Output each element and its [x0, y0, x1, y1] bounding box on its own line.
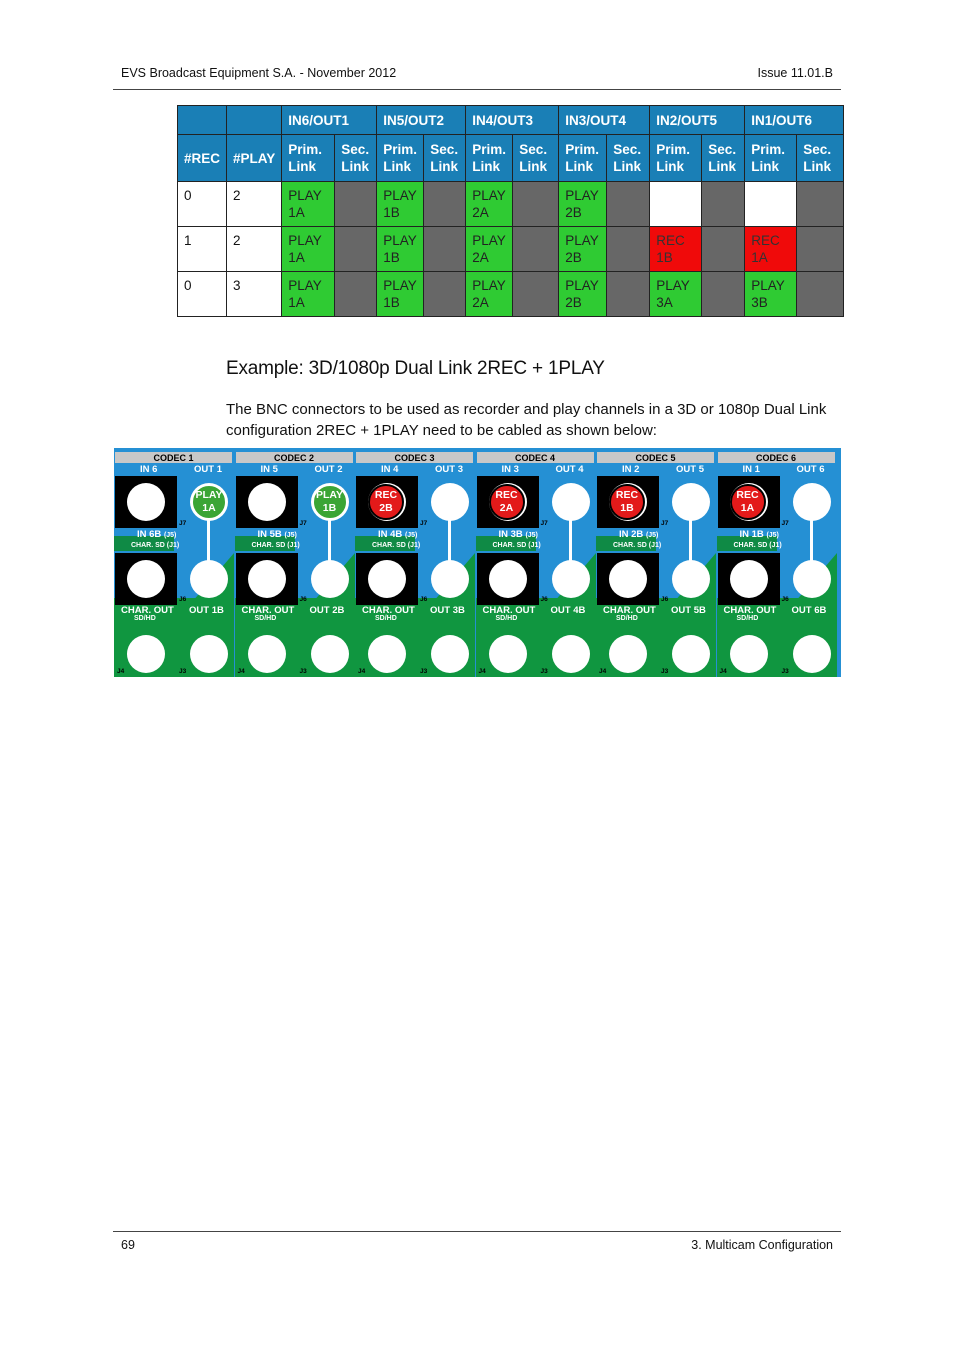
prim-link-cell: PLAY 1B [377, 182, 424, 227]
header-prim-link: Prim. Link [650, 135, 702, 182]
in-label: IN 6 [140, 464, 158, 475]
header-play: #PLAY [227, 135, 282, 182]
char-out-label: CHAR. OUT [482, 605, 536, 616]
sec-link-cell [424, 272, 466, 317]
char-sd-label: CHAR. SD (J1) [733, 542, 782, 549]
bnc-outb-connector [311, 560, 349, 598]
section-title: Example: 3D/1080p Dual Link 2REC + 1PLAY [226, 358, 605, 379]
jack-j3: J3 [299, 668, 307, 675]
header-sec-link: Sec. Link [702, 135, 745, 182]
link-line [328, 512, 331, 566]
out-label: OUT 3 [435, 464, 463, 475]
sec-link-cell [702, 272, 745, 317]
bnc-inb-connector [730, 560, 768, 598]
jack-j3: J3 [179, 668, 187, 675]
char-sd-label: CHAR. SD (J1) [613, 542, 662, 549]
prim-link-cell: PLAY 2B [559, 272, 607, 317]
sec-link-cell [335, 227, 377, 272]
bnc-char-out-connector [730, 635, 768, 673]
codec-4 [476, 448, 596, 677]
header-prim-link: Prim. Link [466, 135, 513, 182]
outb-label: OUT 4B [550, 605, 586, 616]
jack-j3: J3 [420, 668, 428, 675]
bnc-outb-connector [793, 560, 831, 598]
char-sd-label: CHAR. SD (J1) [251, 542, 300, 549]
bnc-inb-connector [368, 560, 406, 598]
header-cell-group: IN1/OUT6 [745, 106, 844, 135]
bnc-outb-connector [431, 560, 469, 598]
codec-title: CODEC 3 [356, 452, 473, 463]
table-header-row [178, 106, 844, 135]
section-body: The BNC connectors to be used as recorder and play channels in a 3D or 1080p Dual Link configuration 2REC + 1PLAY need to be cabled as shown below: [226, 401, 827, 439]
sec-link-cell [702, 182, 745, 227]
char-out-label: CHAR. OUT [241, 605, 295, 616]
codec-title: CODEC 1 [115, 452, 232, 463]
char-out-label: CHAR. OUT [723, 605, 777, 616]
rec-count: 1 [178, 227, 227, 272]
header-cell-group: IN6/OUT1 [282, 106, 377, 135]
rec-channel-badge: REC 2B [368, 484, 404, 520]
bnc-inb-connector [248, 560, 286, 598]
outb-label: OUT 3B [430, 605, 465, 616]
in-label: IN 4 [381, 464, 399, 475]
codec-2 [235, 448, 355, 677]
sec-link-cell [702, 227, 745, 272]
sec-link-cell [335, 182, 377, 227]
link-line [689, 512, 692, 566]
page-number: 69 [121, 1238, 135, 1252]
bnc-char-out-connector [248, 635, 286, 673]
header-cell-group: IN3/OUT4 [559, 106, 650, 135]
jack-j6: J6 [179, 596, 187, 603]
jack-j8: J8 [599, 520, 607, 527]
in-label: IN 2 [622, 464, 640, 475]
play-count: 2 [227, 182, 282, 227]
play-channel-badge: PLAY 1A [191, 484, 227, 520]
inb-label: IN 2B (J5) [619, 529, 659, 540]
out-label: OUT 2 [314, 464, 343, 475]
rec-count: 0 [178, 182, 227, 227]
header-prim-link: Prim. Link [282, 135, 335, 182]
bnc-outb-connector [672, 560, 710, 598]
prim-link-cell: PLAY 2A [466, 182, 513, 227]
prim-link-cell: PLAY 2B [559, 182, 607, 227]
jack-j4: J4 [117, 668, 125, 675]
prim-link-cell: PLAY 3A [650, 272, 702, 317]
prim-link-cell: PLAY 1A [282, 182, 335, 227]
header-prim-link: Prim. Link [377, 135, 424, 182]
bnc-out-connector-bottom [672, 635, 710, 673]
jack-j8: J8 [237, 520, 245, 527]
jack-j4: J4 [237, 668, 245, 675]
table-row [178, 182, 844, 227]
bnc-char-out-connector [368, 635, 406, 673]
prim-link-cell: PLAY 2A [466, 227, 513, 272]
bnc-outb-connector [552, 560, 590, 598]
header-sec-link: Sec. Link [424, 135, 466, 182]
inb-label: IN 4B (J5) [378, 529, 418, 540]
jack-j6: J6 [299, 596, 307, 603]
sdhd-label: SD/HD [495, 615, 518, 622]
bnc-char-out-connector [489, 635, 527, 673]
link-line [569, 512, 572, 566]
sec-link-cell [335, 272, 377, 317]
codec-title: CODEC 5 [597, 452, 714, 463]
sdhd-label: SD/HD [134, 615, 156, 622]
jack-j7: J7 [540, 520, 548, 527]
header-right: Issue 11.01.B [757, 66, 833, 80]
char-out-label: CHAR. OUT [362, 605, 415, 616]
rec-channel-badge: REC 2A [489, 484, 525, 520]
jack-j3: J3 [781, 668, 789, 675]
table-row [178, 227, 844, 272]
inb-label: IN 5B (J5) [257, 529, 297, 540]
sec-link-cell [424, 227, 466, 272]
rec-channel-badge: REC 1B [609, 484, 645, 520]
header-sec-link: Sec. Link [513, 135, 559, 182]
sec-link-cell [513, 227, 559, 272]
out-label: OUT 5 [676, 464, 704, 475]
bnc-connector-panel [114, 448, 841, 677]
jack-j8: J8 [117, 520, 125, 527]
header-cell-group: IN2/OUT5 [650, 106, 745, 135]
chapter-name: 3. Multicam Configuration [691, 1238, 833, 1252]
sec-link-cell [607, 227, 650, 272]
char-sd-label: CHAR. SD (J1) [131, 542, 180, 549]
jack-j7: J7 [661, 520, 669, 527]
header-sec-link: Sec. Link [797, 135, 844, 182]
inb-label: IN 6B (J5) [137, 529, 177, 540]
header-sec-link: Sec. Link [607, 135, 650, 182]
bnc-char-out-connector [609, 635, 647, 673]
bnc-out-connector-bottom [793, 635, 831, 673]
codec-6 [717, 448, 837, 677]
jack-j4: J4 [719, 668, 727, 675]
out-label: OUT 6 [796, 464, 825, 475]
jack-j3: J3 [661, 668, 669, 675]
out-label: OUT 1 [194, 464, 222, 475]
bnc-out-connector-bottom [431, 635, 469, 673]
jack-j7: J7 [420, 520, 428, 527]
jack-j7: J7 [299, 520, 307, 527]
prim-link-cell: PLAY 2A [466, 272, 513, 317]
prim-link-cell: PLAY 1B [377, 227, 424, 272]
sec-link-cell [513, 182, 559, 227]
header-prim-link: Prim. Link [745, 135, 797, 182]
header-rec: #REC [178, 135, 227, 182]
codec-title: CODEC 2 [236, 452, 353, 463]
char-sd-label: CHAR. SD (J1) [492, 542, 541, 549]
inb-label: IN 3B (J5) [498, 529, 538, 540]
jack-j8: J8 [358, 520, 366, 527]
sdhd-label: SD/HD [254, 615, 277, 622]
header-cell-empty [178, 106, 227, 135]
out-label: OUT 4 [555, 464, 584, 475]
table-row [178, 272, 844, 317]
in-label: IN 5 [260, 464, 278, 475]
jack-j8: J8 [719, 520, 727, 527]
sec-link-cell [797, 182, 844, 227]
header-cell-empty [227, 106, 282, 135]
char-sd-label: CHAR. SD (J1) [372, 542, 421, 549]
char-out-label: CHAR. OUT [121, 605, 174, 616]
jack-j6: J6 [661, 596, 669, 603]
outb-label: OUT 2B [309, 605, 345, 616]
jack-j3: J3 [540, 668, 548, 675]
play-channel-badge: PLAY 1B [312, 484, 348, 520]
sdhd-label: SD/HD [616, 615, 638, 622]
sec-link-cell [424, 182, 466, 227]
play-count: 2 [227, 227, 282, 272]
sec-link-cell [513, 272, 559, 317]
jack-j7: J7 [781, 520, 789, 527]
jack-j6: J6 [420, 596, 428, 603]
bnc-inb-connector [127, 560, 165, 598]
prim-link-cell: PLAY 3B [745, 272, 797, 317]
jack-j6: J6 [781, 596, 789, 603]
jack-j8: J8 [478, 520, 486, 527]
table-subheader-row [178, 135, 844, 182]
jack-j7: J7 [179, 520, 187, 527]
bnc-outb-connector [190, 560, 228, 598]
prim-link-cell: PLAY 1A [282, 227, 335, 272]
link-line [207, 512, 210, 566]
in-label: IN 3 [501, 464, 519, 475]
config-table [177, 105, 844, 317]
header-sec-link: Sec. Link [335, 135, 377, 182]
codec-3 [355, 448, 475, 677]
sec-link-cell [797, 227, 844, 272]
prim-link-cell: REC 1A [745, 227, 797, 272]
sec-link-cell [607, 272, 650, 317]
header-cell-group: IN4/OUT3 [466, 106, 559, 135]
in-label: IN 1 [742, 464, 760, 475]
prim-link-cell: PLAY 1A [282, 272, 335, 317]
sec-link-cell [607, 182, 650, 227]
prim-link-cell [745, 182, 797, 227]
bnc-out-connector-bottom [190, 635, 228, 673]
char-out-label: CHAR. OUT [603, 605, 656, 616]
header-prim-link: Prim. Link [559, 135, 607, 182]
inb-label: IN 1B (J5) [739, 529, 779, 540]
prim-link-cell: PLAY 2B [559, 227, 607, 272]
jack-j4: J4 [358, 668, 366, 675]
sdhd-label: SD/HD [375, 615, 397, 622]
bnc-out-connector-bottom [552, 635, 590, 673]
jack-j4: J4 [599, 668, 607, 675]
bnc-in-connector [127, 483, 165, 521]
sdhd-label: SD/HD [736, 615, 759, 622]
jack-j6: J6 [540, 596, 548, 603]
prim-link-cell [650, 182, 702, 227]
play-count: 3 [227, 272, 282, 317]
header-cell-group: IN5/OUT2 [377, 106, 466, 135]
rec-channel-badge: REC 1A [730, 484, 766, 520]
sec-link-cell [797, 272, 844, 317]
prim-link-cell: REC 1B [650, 227, 702, 272]
bnc-in-connector [248, 483, 286, 521]
link-line [810, 512, 813, 566]
header-left: EVS Broadcast Equipment S.A. - November 2012 [121, 66, 397, 80]
rec-count: 0 [178, 272, 227, 317]
codec-5 [596, 448, 716, 677]
outb-label: OUT 6B [791, 605, 827, 616]
codec-title: CODEC 4 [477, 452, 594, 463]
bnc-char-out-connector [127, 635, 165, 673]
bnc-out-connector-bottom [311, 635, 349, 673]
bnc-inb-connector [609, 560, 647, 598]
codec-title: CODEC 6 [718, 452, 835, 463]
codec-1 [114, 448, 234, 677]
footer-rule [113, 1231, 841, 1232]
bnc-inb-connector [489, 560, 527, 598]
outb-label: OUT 1B [189, 605, 224, 616]
link-line [448, 512, 451, 566]
jack-j4: J4 [478, 668, 486, 675]
header-rule [113, 89, 841, 90]
prim-link-cell: PLAY 1B [377, 272, 424, 317]
outb-label: OUT 5B [671, 605, 706, 616]
